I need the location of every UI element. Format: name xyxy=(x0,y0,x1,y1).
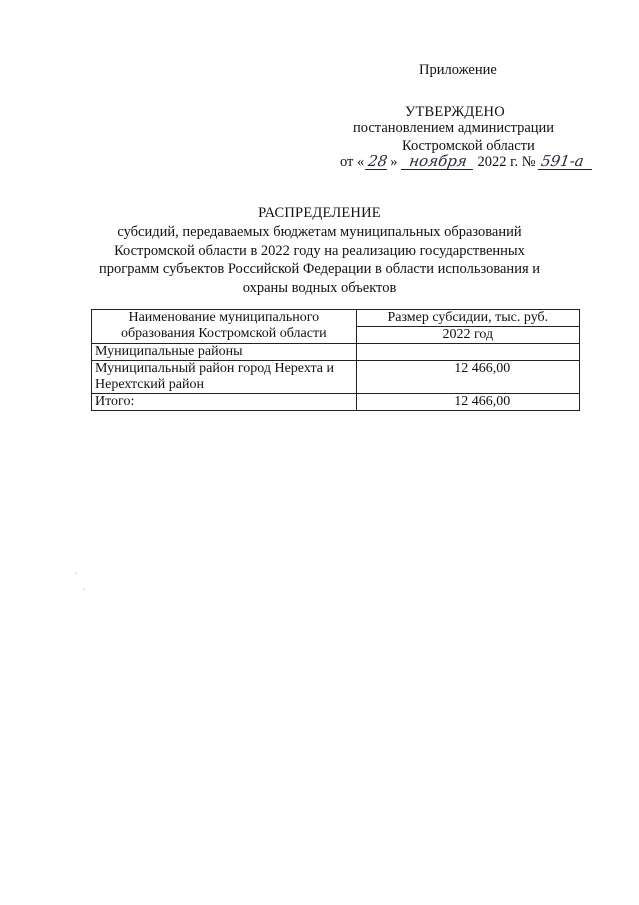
date-quote-close: » xyxy=(390,154,398,170)
header-year: 2022 год xyxy=(356,327,579,344)
date-year: 2022 г. № xyxy=(477,154,536,170)
municipality-name-line1: Муниципальный район город Нерехта и xyxy=(95,361,334,376)
approved-by-line2: Костромской области xyxy=(402,138,535,154)
header-municipality-line2: образования Костромской области xyxy=(121,326,327,341)
header-municipality xyxy=(92,310,357,344)
subtitle-line: Костромской области в 2022 году на реализацию государственных xyxy=(114,242,525,259)
subsidy-table xyxy=(91,309,580,411)
subsidy-amount: 12 466,00 xyxy=(356,361,579,394)
table-section-row xyxy=(92,344,580,361)
municipality-name xyxy=(92,361,357,394)
resolution-date-line xyxy=(340,154,593,171)
municipality-name-line2: Нерехтский район xyxy=(95,377,204,392)
approved-by-line1: постановлением администрации xyxy=(353,120,555,136)
date-prefix: от « xyxy=(340,154,365,170)
table-header-row xyxy=(92,310,580,327)
document-subtitle xyxy=(0,223,639,297)
handwritten-day: 28 xyxy=(367,152,389,170)
section-label: Муниципальные районы xyxy=(92,344,357,361)
scan-speck xyxy=(75,572,77,574)
total-amount: 12 466,00 xyxy=(356,394,579,411)
subtitle-line: программ субъектов Российской Федерации в области использования и xyxy=(98,261,541,277)
section-empty-cell xyxy=(356,344,579,361)
subtitle-line: субсидий, передаваемых бюджетам муниципальных образований xyxy=(117,224,522,240)
document-title: РАСПРЕДЕЛЕНИЕ xyxy=(258,205,381,221)
handwritten-month: ноября xyxy=(400,154,474,170)
handwritten-doc-number: 591-а xyxy=(537,154,593,170)
scan-speck xyxy=(83,588,85,590)
header-subsidy-amount: Размер субсидии, тыс. руб. xyxy=(356,310,579,327)
approved-stamp-text: УТВЕРЖДЕНО xyxy=(405,104,505,120)
subtitle-line: охраны водных объектов xyxy=(242,279,397,296)
table-row xyxy=(92,361,580,394)
appendix-label: Приложение xyxy=(419,62,497,78)
header-municipality-line1: Наименование муниципального xyxy=(128,310,320,325)
total-label: Итого: xyxy=(92,394,357,411)
table-total-row xyxy=(92,394,580,411)
